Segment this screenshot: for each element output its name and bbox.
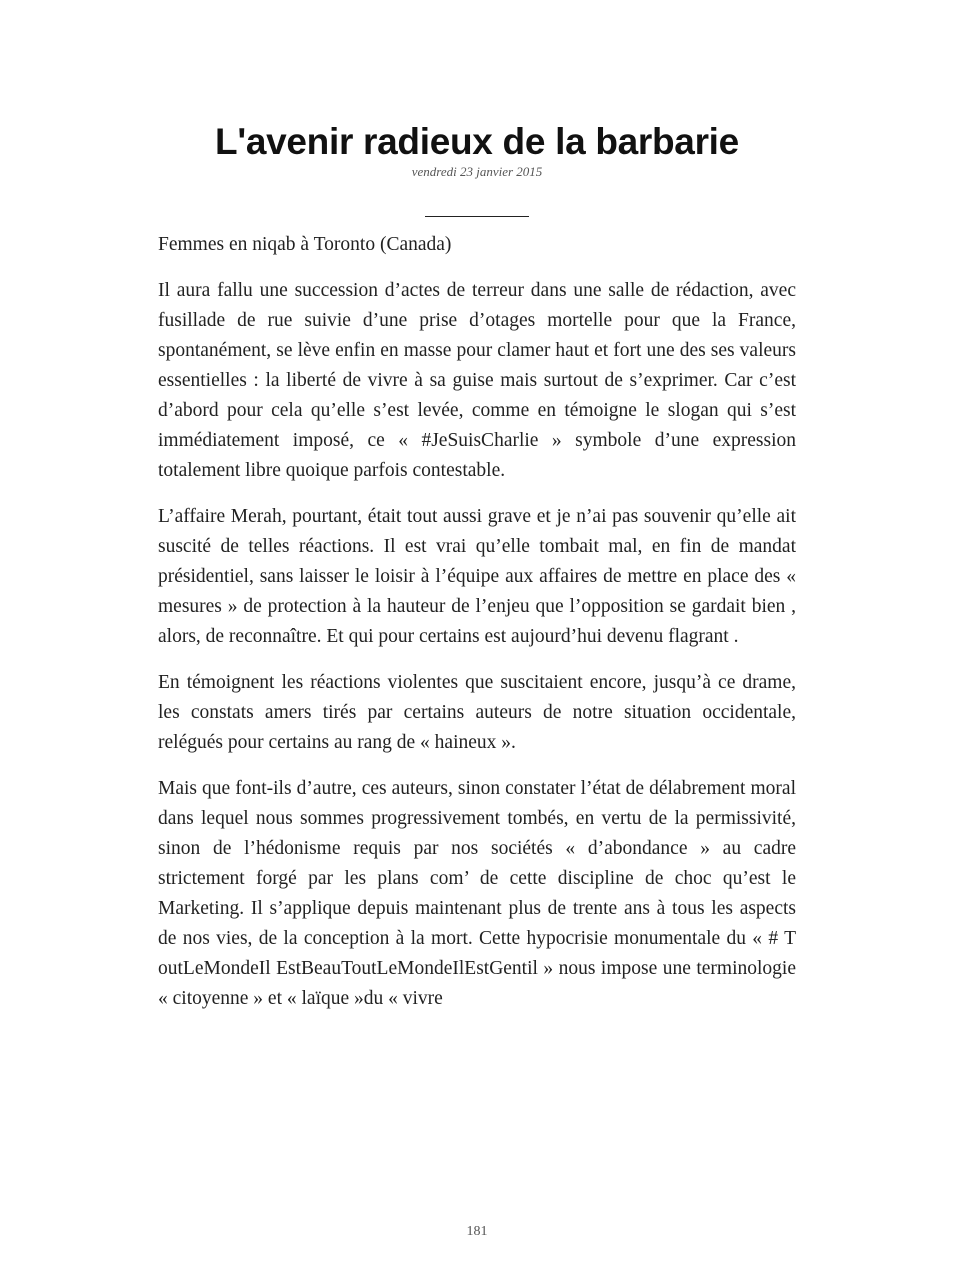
paragraph-4: Mais que font-ils d’autre, ces auteurs, sinon constater l’état de délabrement moral dans lequel nous sommes progressivement tombés, en vertu de la permissivité, sinon de l’hédonisme requis par nos sociétés « d’abondance » au cadre strictement forgé par les plans com’ de cette discipline de choc qu’est le Marketing. Il s’applique depuis maintenant plus de trente ans à tous les aspects de nos vies, de la conception à la mort. Cette hypocrisie monumentale du « # T outLeMondeIl EstBeauToutLeMondeIlEstGentil » nous impose une terminologie « citoyenne » et « laïque »du « vivre: [158, 778, 796, 1009]
image-caption: Femmes en niqab à Toronto (Canada): [158, 234, 452, 255]
article-body: [158, 230, 796, 1030]
paragraph-1: Il aura fallu une succession d’actes de terreur dans une salle de rédaction, avec fusillade de rue suivie d’une prise d’otages mortelle pour que la France, spontanément, se lève enfin en masse pour clamer haut et fort une des ses valeurs essentielles : la liberté de vivre à sa guise mais surtout de s’exprimer. Car c’est d’abord pour cela qu’elle s’est levée, comme en témoigne le slogan qui s’est immédiatement imposé, ce « #JeSuisCharlie » symbole d’une expression totalement libre quoique parfois contestable.: [158, 280, 796, 481]
article-date: vendredi 23 janvier 2015: [411, 164, 543, 179]
paragraph-3: En témoignent les réactions violentes que suscitaient encore, jusqu’à ce drame, les constats amers tirés par certains auteurs de notre situation occidentale, relégués pour certains au rang de « haineux ».: [158, 672, 796, 753]
title-separator: [425, 216, 529, 217]
article-title: L'avenir radieux de la barbarie: [215, 121, 739, 162]
paragraph-2: L’affaire Merah, pourtant, était tout aussi grave et je n’ai pas souvenir qu’elle ait suscité de telles réactions. Il est vrai qu’elle tombait mal, en fin de mandat présidentiel, sans laisser le loisir à l’équipe aux affaires de mettre en place des « mesures » de protection à la hauteur de l’enjeu que l’opposition se gardait bien , alors, de reconnaître. Et qui pour certains est aujourd’hui devenu flagrant .: [158, 506, 796, 647]
page-number: 181: [466, 1224, 488, 1239]
